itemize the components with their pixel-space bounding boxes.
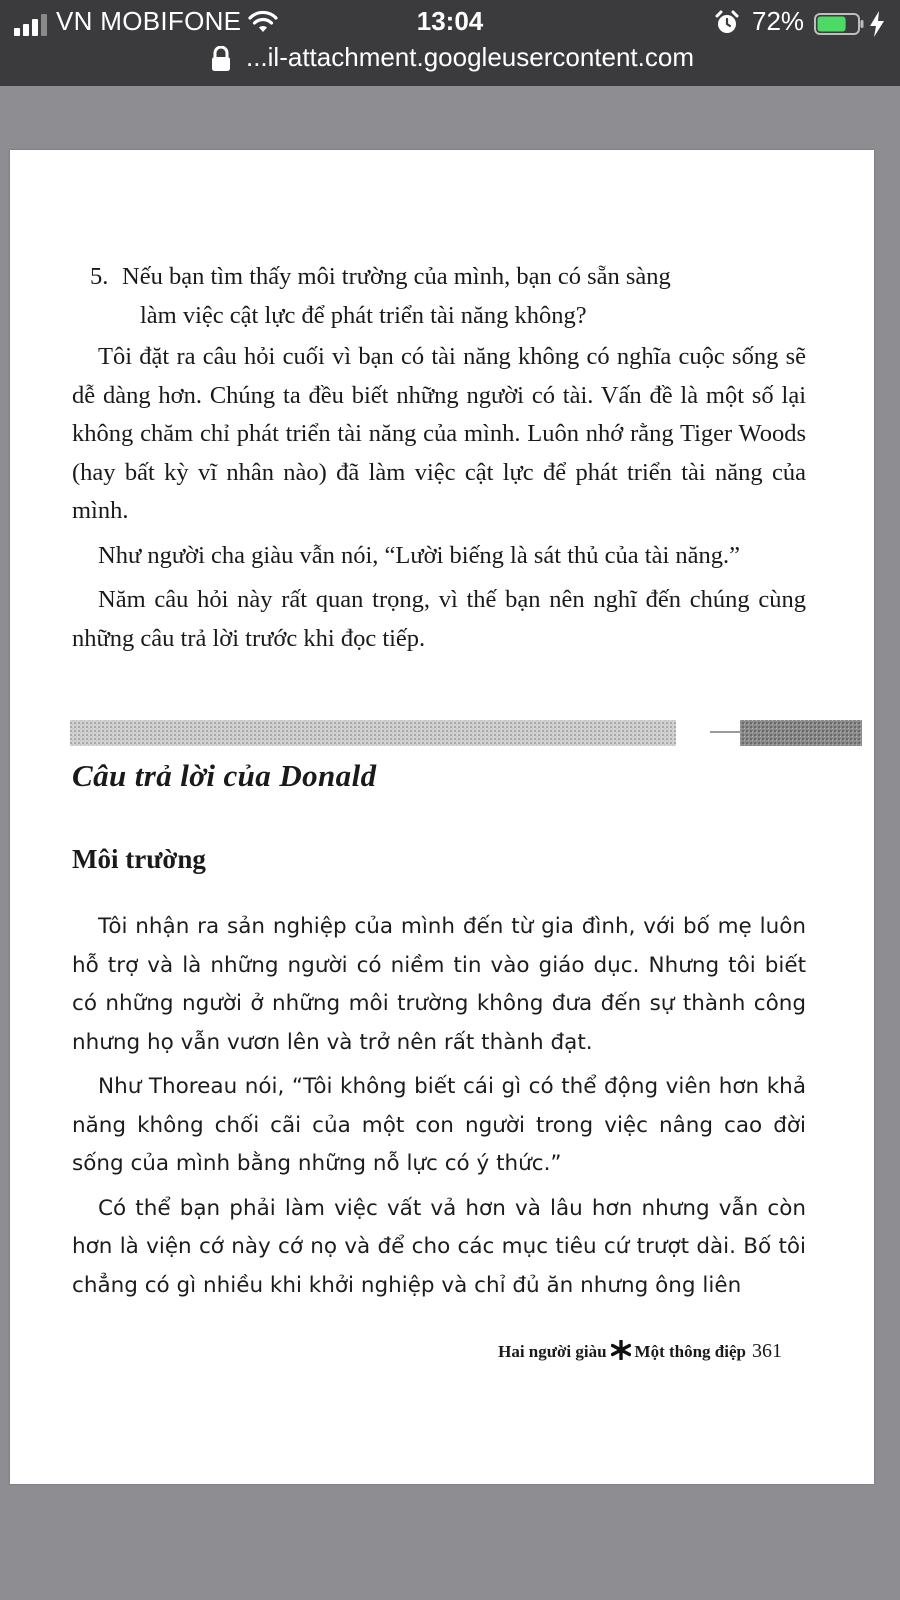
battery-icon	[814, 13, 864, 35]
paragraph: Có thể bạn phải làm việc vất vả hơn và lâu hơn nhưng vẫn còn hơn là viện cớ này cớ nọ và để cho các mục tiêu cứ trượt dài. Bố tôi chẳng có gì nhiều khi khởi nghiệp và chỉ đủ ăn nhưng ông liên	[72, 1195, 806, 1298]
body-text-top	[72, 338, 806, 658]
paragraph: Tôi đặt ra câu hỏi cuối vì bạn có tài năng không có nghĩa cuộc sống sẽ dễ dàng hơn. Chúng ta đều biết những người có tài. Vấn đề là một số lại không chăm chỉ phát triển tài năng của mình. Luôn nhớ rằng Tiger Woods (hay bất kỳ vĩ nhân nào) đã làm việc cật lực để phát triển tài năng của mình.	[72, 343, 806, 524]
footer-book-title-right: Một thông điệp	[634, 1342, 746, 1361]
status-row	[0, 4, 900, 40]
list-item-text-continued: làm việc cật lực để phát triển tài năng không?	[140, 301, 587, 329]
alarm-icon	[714, 10, 740, 36]
list-item-number: 5.	[90, 263, 109, 290]
charging-bolt-icon	[868, 10, 886, 38]
battery-percent: 72%	[752, 6, 805, 36]
list-item-5	[90, 258, 804, 335]
asterisk-icon	[611, 1340, 631, 1360]
list-item-text: Nếu bạn tìm thấy môi trường của mình, bạn có sẵn sàng	[122, 263, 671, 290]
document-page	[10, 150, 874, 1484]
chapter-heading: Câu trả lời của Donald	[72, 758, 377, 793]
section-divider	[70, 718, 862, 748]
body-text-bottom	[72, 908, 806, 1305]
carrier-name: VN MOBIFONE	[56, 6, 242, 36]
status-bar	[0, 0, 900, 86]
page-number: 361	[752, 1340, 782, 1362]
section-heading: Môi trường	[72, 844, 206, 874]
address-bar[interactable]	[0, 42, 900, 78]
status-time: 13:04	[416, 6, 484, 36]
footer-book-title-left: Hai người giàu	[498, 1342, 607, 1361]
url-text[interactable]: ...il-attachment.googleusercontent.com	[245, 42, 695, 72]
paragraph: Như người cha giàu vẫn nói, “Lười biếng là sát thủ của tài năng.”	[98, 541, 741, 569]
paragraph: Như Thoreau nói, “Tôi không biết cái gì có thể động viên hơn khả năng không chối cãi của một con người trong việc nâng cao đời sống của mình bằng những nỗ lực có ý thức.”	[72, 1074, 806, 1176]
page-footer	[498, 1340, 782, 1363]
lock-icon	[210, 46, 232, 72]
paragraph: Tôi nhận ra sản nghiệp của mình đến từ gia đình, với bố mẹ luôn hỗ trợ và là những người có niềm tin vào giáo dục. Nhưng tôi biết có những người ở những môi trường không đưa đến sự thành công nhưng họ vẫn vươn lên và trở nên rất thành đạt.	[72, 914, 806, 1055]
paragraph: Năm câu hỏi này rất quan trọng, vì thế bạn nên nghĩ đến chúng cùng những câu trả lời trước khi đọc tiếp.	[72, 586, 806, 652]
